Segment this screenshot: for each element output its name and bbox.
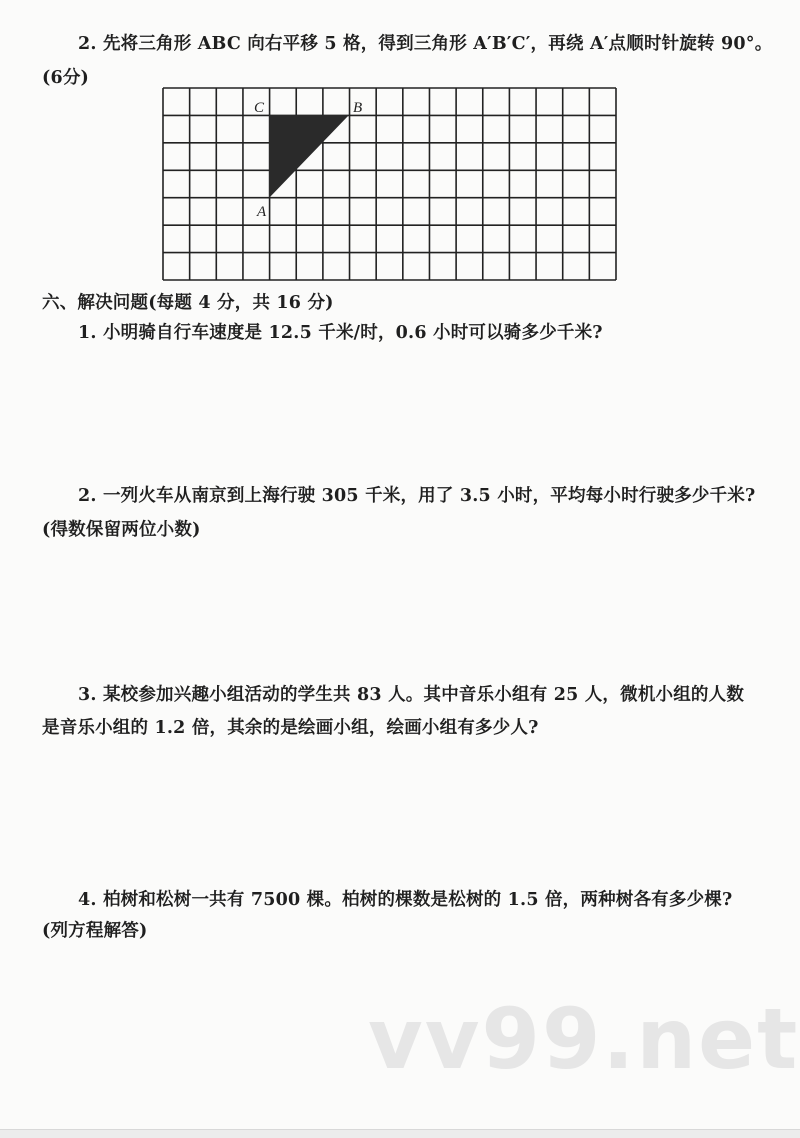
watermark: vv99.net: [368, 990, 800, 1088]
problem-3-text-cont: 是音乐小组的 1.2 倍，其余的是绘画小组，绘画小组有多少人?: [42, 718, 539, 738]
problem-4-note: (列方程解答): [42, 921, 148, 941]
problem-3-text: 3. 某校参加兴趣小组活动的学生共 83 人。其中音乐小组有 25 人，微机小组的人数: [78, 685, 745, 705]
label-c: C: [254, 100, 265, 116]
problem-2-note: (得数保留两位小数): [42, 520, 201, 540]
triangle-abc: [269, 115, 349, 198]
section-6-heading: 六、解决问题(每题 4 分，共 16 分): [42, 293, 334, 313]
problem-2-text: 2. 一列火车从南京到上海行驶 305 千米，用了 3.5 小时，平均每小时行驶多少千米?: [78, 486, 756, 506]
label-b: B: [353, 100, 363, 116]
label-a: A: [257, 204, 267, 220]
question-2-text: 2. 先将三角形 ABC 向右平移 5 格，得到三角形 A′B′C′，再绕 A′点顺时针旋转 90°。: [78, 34, 773, 54]
square-grid-diagram: [0, 0, 800, 300]
question-2-score: (6分): [42, 68, 90, 88]
problem-1-text: 1. 小明骑自行车速度是 12.5 千米/时，0.6 小时可以骑多少千米?: [78, 323, 603, 343]
problem-4-text: 4. 柏树和松树一共有 7500 棵。柏树的棵数是松树的 1.5 倍，两种树各有多少棵?: [78, 890, 733, 910]
